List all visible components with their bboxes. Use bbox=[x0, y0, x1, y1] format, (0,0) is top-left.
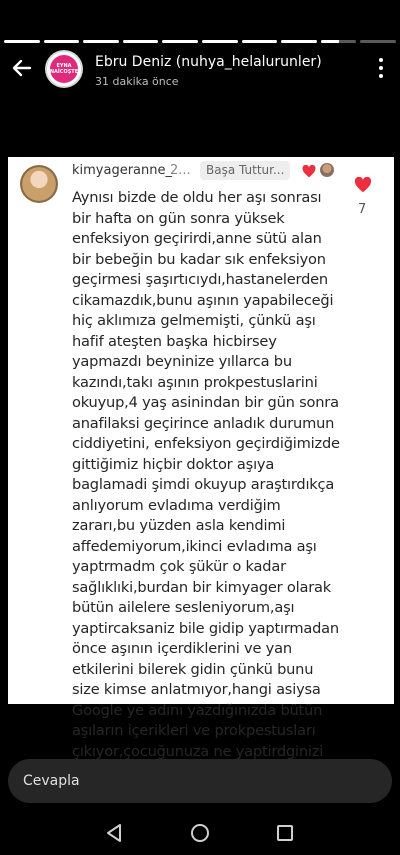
commenter-username: kimyageranne_ bbox=[72, 163, 173, 178]
comment-text: Aynısı bizde de oldu her aşı sonrası bir hafta on gün sonra yüksek enfeksiyon geçirirdi,anne sütü alan bir bebeğin bu kadar sık enfeksiyon geçirmesi şaşırtıcıydı,hastanelerden cikamazdık,bunu aşının yapabileceği hiç aklımıza gelmemişti, çünkü aşı hafif ateşten başka hicbirsey yapmazdı beyninize yıllarca bu kazındı,takı aşının prokpestuslarini okuyup,4 yaş asinindan bir gün sonra anafilaksi geçirince anladık durumun ciddiyetini, enfeksiyon geçirdiğimizde gittiğimiz hiçbir doktor aşıya baglamadi şimdi okuyup araştırdıkça anlıyorum evladıma verdiğim zararı,bu yüzden asla kendimi affedemiyorum,ikinci evladıma aşı yaptrmadm çok şükür o kadar sağlıklıki,burdan bir kimyager olarak bütün ailelere sesleniyorum,aşı yaptircaksaniz bile gidip yaptırmadan önce aşının içerdiklerini ve yan etkilerini bilerek gidin çünkü bunu size kimse anlatmıyor,hangi asiysa Google ye adını yazdığınızda bütün aşıların içerikleri ve prokpestusları çıkıyor,çocuğunuza ne yaptirdginizi bbox=[72, 189, 340, 760]
story-progress-segment bbox=[83, 40, 119, 43]
story-progress-segment bbox=[242, 40, 278, 43]
story-timestamp: 31 dakika önce bbox=[95, 75, 179, 88]
story-progress-segment bbox=[123, 40, 159, 43]
story-progress-segment bbox=[321, 40, 357, 43]
creator-liked-heart-icon bbox=[302, 165, 316, 178]
story-progress-segment bbox=[202, 40, 238, 43]
brand-logo bbox=[50, 55, 78, 83]
story-progress-segment bbox=[162, 40, 198, 43]
like-count: 7 bbox=[358, 202, 367, 217]
brand-logo-line-1: EYNA bbox=[56, 63, 72, 69]
story-username[interactable]: Ebru Deniz (nuhya_helalurunler) bbox=[95, 54, 322, 70]
comment-card bbox=[8, 157, 394, 760]
comment-time: 2... bbox=[170, 163, 191, 178]
nav-back-icon[interactable] bbox=[105, 823, 123, 843]
brand-logo-line-2: NAİCOŞTE bbox=[49, 69, 79, 75]
like-heart-icon bbox=[354, 177, 372, 193]
creator-mini-avatar bbox=[320, 163, 334, 177]
story-progress-segment bbox=[360, 40, 396, 43]
story-progress-segment bbox=[281, 40, 317, 43]
reply-input[interactable]: Cevapla bbox=[8, 759, 392, 803]
story-header bbox=[0, 48, 400, 92]
commenter-avatar bbox=[20, 165, 58, 203]
nav-home-icon[interactable] bbox=[191, 824, 209, 842]
pin-button: Başa Tuttur... bbox=[200, 161, 290, 180]
story-progress bbox=[4, 40, 396, 43]
story-progress-segment bbox=[44, 40, 80, 43]
nav-recents-icon[interactable] bbox=[277, 825, 293, 841]
more-options-icon[interactable] bbox=[378, 58, 384, 78]
story-progress-segment bbox=[4, 40, 40, 43]
back-arrow-icon[interactable] bbox=[10, 56, 34, 80]
system-nav-bar bbox=[0, 812, 400, 855]
avatar[interactable] bbox=[45, 50, 83, 88]
